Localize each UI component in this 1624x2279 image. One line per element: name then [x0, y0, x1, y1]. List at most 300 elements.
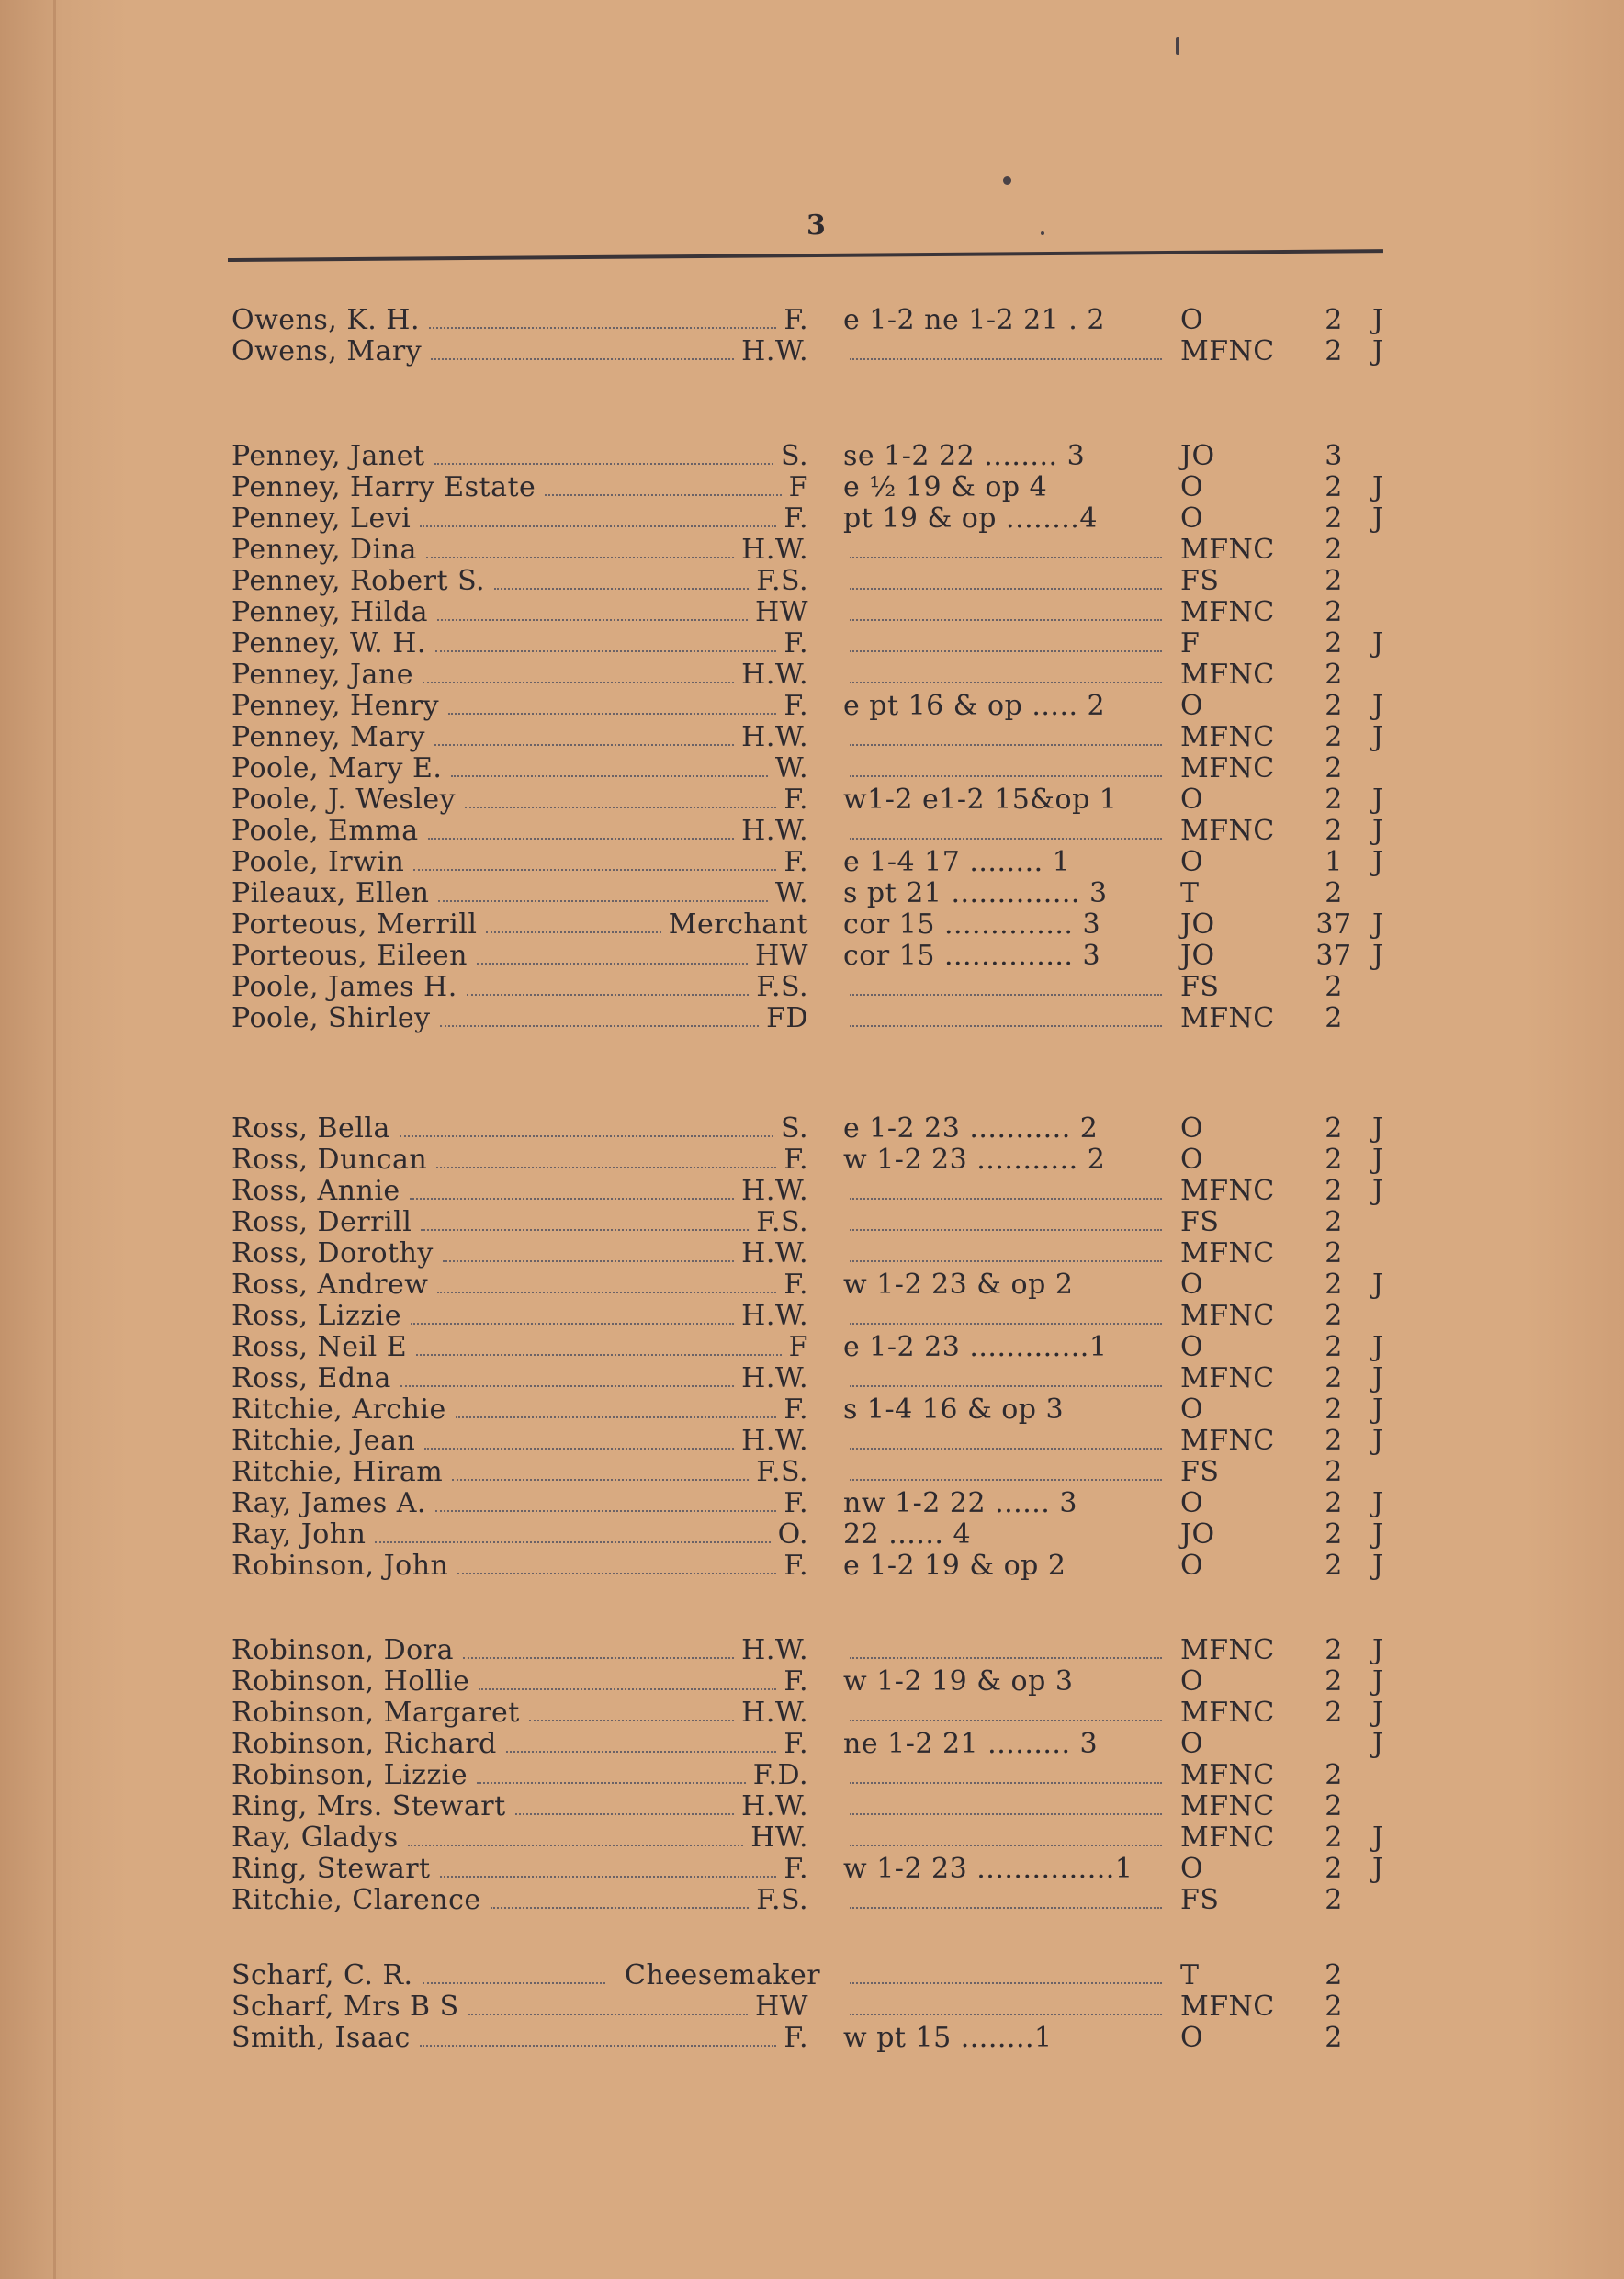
list-item — [0, 1332, 1624, 1363]
entry-legal-description: w pt 15 ........1 — [843, 2022, 1053, 2054]
entry-jury-mark: J — [1372, 908, 1384, 941]
entry-legal-description: e 1-2 ne 1-2 21 . 2 — [843, 304, 1105, 336]
list-item — [0, 1551, 1624, 1582]
entry-number: 2 — [1325, 1697, 1343, 1729]
list-item — [0, 941, 1624, 972]
entry-school-code: O — [1180, 1112, 1204, 1145]
leader-dots — [435, 1510, 776, 1512]
leader-dots — [437, 619, 748, 621]
entry-name: Penney, Janet — [231, 440, 425, 472]
entry-name: Ritchie, Clarence — [231, 1884, 481, 1916]
entry-school-code: MFNC — [1180, 596, 1275, 628]
entry-school-code: MFNC — [1180, 1634, 1275, 1666]
entry-jury-mark: J — [1372, 1822, 1384, 1854]
entry-school-code: O — [1180, 1393, 1204, 1426]
entry-number: 2 — [1325, 1269, 1343, 1301]
leader-dots — [440, 1025, 760, 1027]
entry-legal-description: e 1-4 17 ........ 1 — [843, 846, 1071, 878]
entry-legal-description: e 1-2 23 ........... 2 — [843, 1112, 1099, 1145]
entry-school-code: JO — [1180, 1518, 1215, 1551]
entry-school-code: O — [1180, 1853, 1204, 1885]
entry-legal-description: s 1-4 16 & op 3 — [843, 1393, 1065, 1426]
list-item — [0, 660, 1624, 691]
entry-occupation: H.W. — [741, 534, 808, 566]
leader-dots — [434, 744, 734, 746]
entry-number: 2 — [1325, 659, 1343, 691]
list-item — [0, 566, 1624, 597]
list-item — [0, 784, 1624, 816]
list-item — [0, 1791, 1624, 1822]
entry-occupation: HW. — [750, 1822, 808, 1854]
list-item — [0, 1207, 1624, 1238]
entry-occupation: F. — [784, 1853, 808, 1885]
leader-dots — [410, 1198, 735, 1200]
leader-dots — [451, 775, 767, 777]
entry-name: Penney, Levi — [231, 502, 412, 535]
entry-jury-mark: J — [1372, 1634, 1384, 1666]
entry-name: Penney, Mary — [231, 721, 425, 753]
entry-occupation: HW — [755, 940, 808, 972]
entry-school-code: MFNC — [1180, 1237, 1275, 1269]
entry-occupation: O. — [777, 1518, 808, 1551]
entry-jury-mark: J — [1372, 1665, 1384, 1698]
entry-jury-mark: J — [1372, 940, 1384, 972]
list-item — [0, 1269, 1624, 1301]
entry-jury-mark: J — [1372, 502, 1384, 535]
list-item — [0, 878, 1624, 909]
leader-dots — [457, 1573, 776, 1574]
entry-number: 2 — [1325, 1425, 1343, 1457]
entry-occupation: S. — [780, 440, 808, 472]
leader-dots — [416, 1354, 782, 1356]
list-item — [0, 472, 1624, 503]
entry-name: Penney, Jane — [231, 659, 414, 691]
entry-occupation: H.W. — [741, 1790, 808, 1822]
entry-legal-description: w1-2 e1-2 15&op 1 — [843, 784, 1118, 816]
leader-dots — [850, 358, 1162, 360]
entry-number: 2 — [1325, 502, 1343, 535]
leader-dots — [443, 1260, 734, 1262]
leader-dots — [850, 1025, 1162, 1027]
entry-legal-description: nw 1-2 22 ...... 3 — [843, 1487, 1077, 1519]
entry-occupation: W. — [774, 877, 808, 909]
entry-name: Poole, Shirley — [231, 1002, 431, 1034]
entry-name: Ring, Mrs. Stewart — [231, 1790, 506, 1822]
entry-school-code: O — [1180, 784, 1204, 816]
entry-legal-description: e pt 16 & op ..... 2 — [843, 690, 1106, 722]
entry-occupation: F. — [784, 1269, 808, 1301]
leader-dots — [850, 619, 1162, 621]
entry-number: 2 — [1325, 815, 1343, 847]
entry-name: Robinson, Dora — [231, 1634, 454, 1666]
entry-name: Ross, Duncan — [231, 1144, 428, 1176]
entry-name: Robinson, John — [231, 1550, 449, 1582]
leader-dots — [423, 682, 734, 683]
list-item — [0, 753, 1624, 784]
entry-occupation: F. — [784, 304, 808, 336]
entry-jury-mark: J — [1372, 690, 1384, 722]
entry-jury-mark: J — [1372, 335, 1384, 367]
entry-occupation: H.W. — [741, 335, 808, 367]
list-item — [0, 1394, 1624, 1426]
leader-dots — [850, 557, 1162, 558]
entry-number: 2 — [1325, 1112, 1343, 1145]
list-item — [0, 1822, 1624, 1854]
entry-school-code: MFNC — [1180, 1362, 1275, 1394]
leader-dots — [506, 1751, 776, 1753]
list-item — [0, 909, 1624, 941]
entry-school-code: O — [1180, 1331, 1204, 1363]
leader-dots — [421, 1229, 749, 1231]
leader-dots — [428, 838, 734, 840]
entry-occupation: F. — [784, 502, 808, 535]
entry-school-code: O — [1180, 846, 1204, 878]
entry-name: Scharf, C. R. — [231, 1959, 413, 1991]
list-item — [0, 1760, 1624, 1791]
entry-name: Poole, J. Wesley — [231, 784, 457, 816]
leader-dots — [400, 1135, 773, 1137]
entry-name: Poole, Emma — [231, 815, 419, 847]
leader-dots — [850, 994, 1162, 996]
entry-occupation: Merchant — [668, 908, 808, 941]
entry-legal-description: ne 1-2 21 ......... 3 — [843, 1728, 1099, 1760]
entry-legal-description: cor 15 .............. 3 — [843, 940, 1101, 972]
entry-name: Ross, Andrew — [231, 1269, 429, 1301]
entry-number: 2 — [1325, 1759, 1343, 1791]
leader-dots — [448, 713, 776, 715]
list-item — [0, 305, 1624, 336]
entry-number: 2 — [1325, 1487, 1343, 1519]
entry-school-code: MFNC — [1180, 534, 1275, 566]
entry-legal-description: w 1-2 23 ........... 2 — [843, 1144, 1106, 1176]
list-item — [0, 2023, 1624, 2054]
entry-name: Ritchie, Jean — [231, 1425, 416, 1457]
entry-number: 2 — [1325, 877, 1343, 909]
leader-dots — [850, 1845, 1162, 1846]
entry-occupation: H.W. — [741, 1634, 808, 1666]
entry-legal-description: cor 15 .............. 3 — [843, 908, 1101, 941]
list-item — [0, 1176, 1624, 1207]
leader-dots — [434, 463, 773, 465]
list-item — [0, 847, 1624, 878]
entry-number: 2 — [1325, 1206, 1343, 1238]
entry-name: Owens, Mary — [231, 335, 423, 367]
list-item — [0, 1426, 1624, 1457]
entry-jury-mark: J — [1372, 1550, 1384, 1582]
leader-dots — [850, 1720, 1162, 1721]
leader-dots — [850, 682, 1162, 683]
entry-name: Porteous, Merrill — [231, 908, 478, 941]
leader-dots — [413, 869, 776, 871]
entry-occupation: H.W. — [741, 1362, 808, 1394]
entry-school-code: MFNC — [1180, 721, 1275, 753]
entry-occupation: HW — [755, 596, 808, 628]
entry-number: 2 — [1325, 690, 1343, 722]
leader-dots — [850, 1813, 1162, 1815]
list-item — [0, 691, 1624, 722]
entry-school-code: MFNC — [1180, 1300, 1275, 1332]
leader-dots — [452, 1479, 749, 1481]
entry-occupation: F — [788, 471, 808, 503]
entry-jury-mark: J — [1372, 1853, 1384, 1885]
entry-name: Ray, John — [231, 1518, 367, 1551]
leader-dots — [477, 1782, 746, 1784]
leader-dots — [529, 1720, 734, 1721]
entry-occupation: F. — [784, 784, 808, 816]
entry-school-code: FS — [1180, 1456, 1220, 1488]
entry-occupation: FD — [766, 1002, 808, 1034]
entry-number: 2 — [1325, 1959, 1343, 1991]
list-item — [0, 1635, 1624, 1666]
leader-dots — [850, 650, 1162, 652]
entry-occupation: F. — [784, 846, 808, 878]
list-item — [0, 1729, 1624, 1760]
entry-school-code: O — [1180, 1144, 1204, 1176]
entry-number: 2 — [1325, 1362, 1343, 1394]
entry-number: 2 — [1325, 1884, 1343, 1916]
leader-dots — [400, 1385, 734, 1387]
entry-name: Ross, Neil E — [231, 1331, 408, 1363]
entry-name: Ray, James A. — [231, 1487, 426, 1519]
leader-dots — [435, 650, 776, 652]
entry-name: Ritchie, Archie — [231, 1393, 446, 1426]
entry-occupation: H.W. — [741, 659, 808, 691]
entry-occupation: F. — [784, 2022, 808, 2054]
entry-number: 2 — [1325, 1002, 1343, 1034]
entry-number: 2 — [1325, 596, 1343, 628]
entry-number: 2 — [1325, 565, 1343, 597]
entry-school-code: O — [1180, 502, 1204, 535]
entry-school-code: MFNC — [1180, 1822, 1275, 1854]
entry-number: 2 — [1325, 721, 1343, 753]
entry-jury-mark: J — [1372, 304, 1384, 336]
entry-name: Ross, Annie — [231, 1175, 400, 1207]
entry-number: 2 — [1325, 1665, 1343, 1698]
list-item — [0, 1301, 1624, 1332]
leader-dots — [850, 1907, 1162, 1909]
leader-dots — [850, 1229, 1162, 1231]
entry-jury-mark: J — [1372, 1697, 1384, 1729]
entry-occupation: F. — [784, 690, 808, 722]
entry-jury-mark: J — [1372, 1144, 1384, 1176]
leader-dots — [486, 931, 660, 933]
entry-school-code: MFNC — [1180, 815, 1275, 847]
leader-dots — [850, 1982, 1162, 1984]
entry-school-code: FS — [1180, 1206, 1220, 1238]
entry-school-code: JO — [1180, 940, 1215, 972]
entry-school-code: O — [1180, 1487, 1204, 1519]
list-item — [0, 503, 1624, 535]
leader-dots — [411, 1323, 734, 1325]
entry-name: Penney, Robert S. — [231, 565, 486, 597]
entry-number: 2 — [1325, 1853, 1343, 1885]
entry-jury-mark: J — [1372, 784, 1384, 816]
entry-jury-mark: J — [1372, 721, 1384, 753]
leader-dots — [375, 1541, 770, 1543]
list-item — [0, 1488, 1624, 1519]
entry-occupation: H.W. — [741, 1425, 808, 1457]
entry-number: 2 — [1325, 1790, 1343, 1822]
entry-occupation: F. — [784, 1393, 808, 1426]
list-item — [0, 628, 1624, 660]
leader-dots — [850, 1198, 1162, 1200]
entry-name: Ritchie, Hiram — [231, 1456, 444, 1488]
entry-jury-mark: J — [1372, 471, 1384, 503]
entry-number: 2 — [1325, 335, 1343, 367]
entry-jury-mark: J — [1372, 1487, 1384, 1519]
entry-name: Robinson, Hollie — [231, 1665, 470, 1698]
entry-jury-mark: J — [1372, 1425, 1384, 1457]
leader-dots — [850, 1657, 1162, 1659]
leader-dots — [463, 1657, 734, 1659]
entry-number: 3 — [1325, 440, 1343, 472]
entry-number: 37 — [1315, 908, 1352, 941]
entry-number: 2 — [1325, 2022, 1343, 2054]
leader-dots — [431, 358, 734, 360]
leader-dots — [850, 1385, 1162, 1387]
leader-dots — [477, 963, 748, 965]
leader-dots — [515, 1813, 735, 1815]
entry-school-code: O — [1180, 690, 1204, 722]
entry-legal-description: w 1-2 19 & op 3 — [843, 1665, 1074, 1698]
entry-number: 2 — [1325, 1393, 1343, 1426]
entry-occupation: F. — [784, 1665, 808, 1698]
entry-name: Robinson, Richard — [231, 1728, 497, 1760]
entry-occupation: H.W. — [741, 815, 808, 847]
entry-occupation: F — [788, 1331, 808, 1363]
entry-school-code: MFNC — [1180, 1175, 1275, 1207]
entry-name: Robinson, Lizzie — [231, 1759, 468, 1791]
entry-school-code: MFNC — [1180, 1759, 1275, 1791]
entry-occupation: H.W. — [741, 1697, 808, 1729]
leader-dots — [467, 994, 750, 996]
leader-dots — [850, 775, 1162, 777]
entry-school-code: O — [1180, 2022, 1204, 2054]
leader-dots — [850, 1782, 1162, 1784]
leader-dots — [850, 744, 1162, 746]
entry-school-code: JO — [1180, 908, 1215, 941]
entry-name: Penney, Hilda — [231, 596, 428, 628]
list-item — [0, 1363, 1624, 1394]
list-item — [0, 1113, 1624, 1145]
leader-dots — [850, 2014, 1162, 2015]
entry-name: Owens, K. H. — [231, 304, 420, 336]
entry-name: Robinson, Margaret — [231, 1697, 520, 1729]
leader-dots — [456, 1416, 777, 1418]
leader-dots — [424, 1448, 734, 1450]
entry-name: Pileaux, Ellen — [231, 877, 430, 909]
entry-name: Poole, Mary E. — [231, 752, 443, 784]
entry-number: 2 — [1325, 1456, 1343, 1488]
entry-number: 2 — [1325, 1144, 1343, 1176]
list-item — [0, 972, 1624, 1003]
entry-occupation: F.S. — [756, 1884, 808, 1916]
entry-jury-mark: J — [1372, 1331, 1384, 1363]
entry-occupation: F.S. — [756, 1456, 808, 1488]
entry-school-code: MFNC — [1180, 1991, 1275, 2023]
entry-name: Scharf, Mrs B S — [231, 1991, 459, 2023]
entry-jury-mark: J — [1372, 627, 1384, 660]
entry-school-code: JO — [1180, 440, 1215, 472]
entry-jury-mark: J — [1372, 1362, 1384, 1394]
entry-school-code: O — [1180, 471, 1204, 503]
leader-dots — [850, 1323, 1162, 1325]
list-item — [0, 535, 1624, 566]
entry-jury-mark: J — [1372, 1518, 1384, 1551]
entry-school-code: MFNC — [1180, 1697, 1275, 1729]
entry-number: 2 — [1325, 471, 1343, 503]
leader-dots — [440, 1876, 777, 1878]
entry-number: 2 — [1325, 1518, 1343, 1551]
entry-legal-description: e 1-2 23 .............1 — [843, 1331, 1108, 1363]
entry-number: 2 — [1325, 1331, 1343, 1363]
entry-school-code: MFNC — [1180, 752, 1275, 784]
leader-dots — [408, 1845, 744, 1846]
entry-jury-mark: J — [1372, 1728, 1384, 1760]
list-item — [0, 1003, 1624, 1034]
list-item — [0, 1885, 1624, 1916]
list-item — [0, 1238, 1624, 1269]
entry-number: 2 — [1325, 1634, 1343, 1666]
entry-jury-mark: J — [1372, 1393, 1384, 1426]
leader-dots — [850, 1448, 1162, 1450]
entry-name: Ross, Lizzie — [231, 1300, 401, 1332]
list-item — [0, 1960, 1624, 1991]
entry-occupation: H.W. — [741, 721, 808, 753]
entry-name: Ross, Edna — [231, 1362, 391, 1394]
leader-dots — [437, 1292, 776, 1293]
entry-school-code: F — [1180, 627, 1201, 660]
entry-occupation: F. — [784, 627, 808, 660]
list-item — [0, 722, 1624, 753]
entry-legal-description: s pt 21 .............. 3 — [843, 877, 1108, 909]
list-item — [0, 597, 1624, 628]
entry-occupation: F.S. — [756, 971, 808, 1003]
entry-number: 37 — [1315, 940, 1352, 972]
entry-occupation: W. — [774, 752, 808, 784]
list-item — [0, 816, 1624, 847]
entry-school-code: FS — [1180, 1884, 1220, 1916]
entry-number: 2 — [1325, 1175, 1343, 1207]
entry-occupation: F.S. — [756, 565, 808, 597]
list-item — [0, 1991, 1624, 2023]
entry-number: 2 — [1325, 1237, 1343, 1269]
entry-legal-description: e 1-2 19 & op 2 — [843, 1550, 1066, 1582]
entry-occupation: F. — [784, 1144, 808, 1176]
entry-school-code: O — [1180, 1550, 1204, 1582]
entry-legal-description: pt 19 & op ........4 — [843, 502, 1098, 535]
entry-occupation: H.W. — [741, 1300, 808, 1332]
entry-number: 2 — [1325, 1991, 1343, 2023]
entry-school-code: O — [1180, 1665, 1204, 1698]
list-item — [0, 1666, 1624, 1698]
entry-number: 2 — [1325, 534, 1343, 566]
entry-number: 2 — [1325, 304, 1343, 336]
entry-number: 2 — [1325, 784, 1343, 816]
entry-name: Penney, Harry Estate — [231, 471, 536, 503]
entry-legal-description: w 1-2 23 ...............1 — [843, 1853, 1133, 1885]
list-item — [0, 1519, 1624, 1551]
entry-occupation: H.W. — [741, 1175, 808, 1207]
entry-occupation: S. — [780, 1112, 808, 1145]
list-item — [0, 1854, 1624, 1885]
page-number: 3 — [806, 209, 826, 242]
entry-number: 2 — [1325, 752, 1343, 784]
entry-school-code: O — [1180, 1728, 1204, 1760]
entry-number: 2 — [1325, 1300, 1343, 1332]
entry-name: Ross, Derrill — [231, 1206, 412, 1238]
leader-dots — [429, 327, 776, 329]
